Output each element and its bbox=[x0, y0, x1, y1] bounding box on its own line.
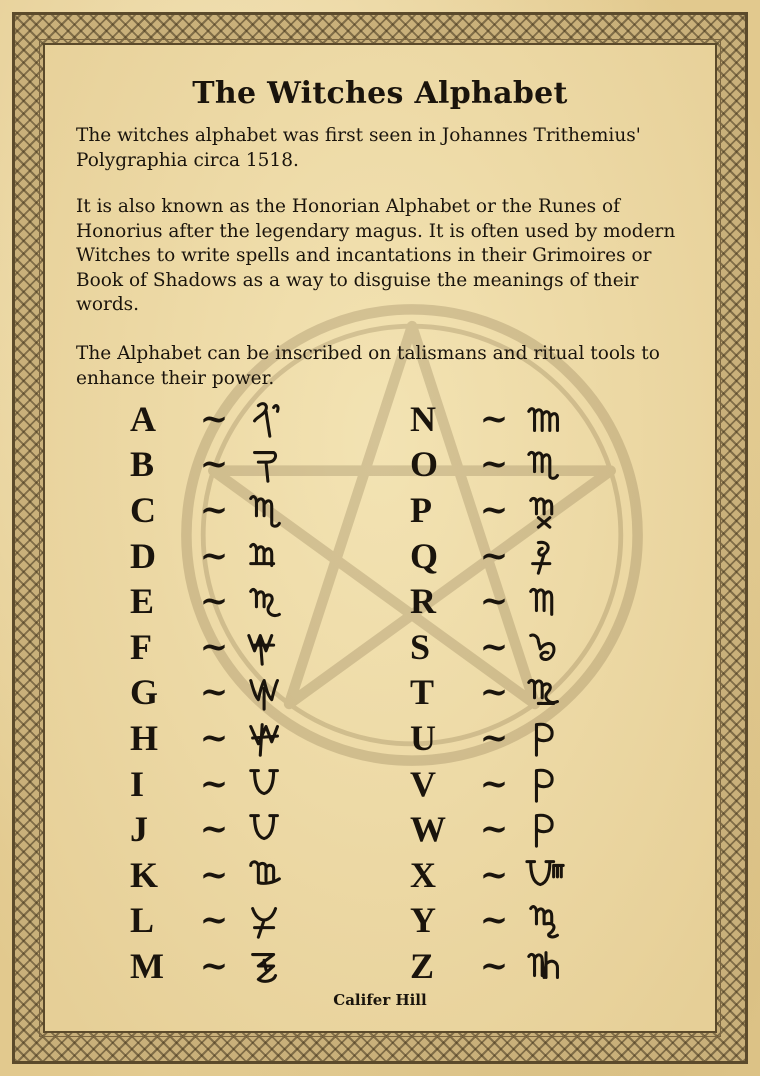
alphabet-row bbox=[130, 806, 370, 852]
theban-script-glyph-icon bbox=[244, 626, 344, 668]
theban-script-glyph-icon bbox=[524, 717, 624, 759]
latin-letter: W bbox=[410, 809, 446, 850]
theban-script-glyph-icon bbox=[524, 443, 624, 485]
latin-letter: I bbox=[130, 763, 145, 804]
alphabet-row bbox=[130, 442, 370, 488]
theban-script-glyph-icon bbox=[524, 945, 624, 987]
tilde-separator: ~ bbox=[479, 672, 509, 713]
latin-letter: T bbox=[410, 672, 435, 713]
tilde-separator: ~ bbox=[479, 535, 509, 576]
intro-paragraph: The witches alphabet was first seen in Johannes Trithemius' Polygraphia circa 1518. bbox=[76, 125, 641, 171]
tilde-separator: ~ bbox=[479, 489, 509, 530]
latin-letter: A bbox=[130, 398, 156, 439]
alphabet-row bbox=[410, 898, 650, 944]
alphabet-row bbox=[410, 533, 650, 579]
theban-script-glyph-icon bbox=[244, 580, 344, 622]
tilde-separator: ~ bbox=[199, 398, 229, 439]
latin-letter: H bbox=[130, 717, 159, 758]
talismans-paragraph: The Alphabet can be inscribed on talismans and ritual tools to enhance their power. bbox=[76, 343, 660, 389]
latin-letter: N bbox=[410, 398, 436, 439]
theban-script-glyph-icon bbox=[524, 626, 624, 668]
tilde-separator: ~ bbox=[479, 854, 509, 895]
alphabet-row bbox=[130, 761, 370, 807]
latin-letter: C bbox=[130, 489, 156, 530]
theban-script-glyph-icon bbox=[244, 398, 344, 440]
alphabet-row bbox=[410, 943, 650, 989]
alphabet-row bbox=[130, 670, 370, 716]
latin-letter: Y bbox=[410, 900, 436, 941]
tilde-separator: ~ bbox=[199, 444, 229, 485]
latin-letter: X bbox=[410, 854, 436, 895]
theban-script-glyph-icon bbox=[524, 398, 624, 440]
tilde-separator: ~ bbox=[199, 672, 229, 713]
tilde-separator: ~ bbox=[479, 581, 509, 622]
theban-script-glyph-icon bbox=[524, 489, 624, 531]
honorian-paragraph: It is also known as the Honorian Alphabet or the Runes of Honorius after the legendary magus. It is often used by modern Witches to write spells and incantations in their Grimoires or Book of Shadows as a way to disguise the meanings of their words. bbox=[76, 196, 676, 316]
alphabet-row bbox=[410, 624, 650, 670]
alphabet-column-right bbox=[410, 396, 650, 989]
alphabet-row bbox=[130, 852, 370, 898]
latin-letter: V bbox=[410, 763, 436, 804]
alphabet-row bbox=[130, 715, 370, 761]
alphabet-row bbox=[130, 578, 370, 624]
alphabet-row bbox=[410, 396, 650, 442]
theban-script-glyph-icon bbox=[244, 489, 344, 531]
alphabet-row bbox=[130, 943, 370, 989]
theban-script-glyph-icon bbox=[244, 854, 344, 896]
latin-letter: E bbox=[130, 581, 155, 622]
alphabet-row bbox=[410, 715, 650, 761]
alphabet-row bbox=[410, 670, 650, 716]
latin-letter: D bbox=[130, 535, 156, 576]
alphabet-row bbox=[410, 578, 650, 624]
tilde-separator: ~ bbox=[479, 900, 509, 941]
alphabet-row bbox=[130, 533, 370, 579]
latin-letter: K bbox=[130, 854, 159, 895]
latin-letter: F bbox=[130, 626, 152, 667]
latin-letter: G bbox=[130, 672, 159, 713]
theban-script-glyph-icon bbox=[244, 535, 344, 577]
tilde-separator: ~ bbox=[479, 763, 509, 804]
alphabet-row bbox=[130, 898, 370, 944]
theban-script-glyph-icon bbox=[244, 945, 344, 987]
tilde-separator: ~ bbox=[479, 809, 509, 850]
alphabet-row bbox=[130, 396, 370, 442]
tilde-separator: ~ bbox=[199, 535, 229, 576]
tilde-separator: ~ bbox=[479, 717, 509, 758]
alphabet-row bbox=[410, 487, 650, 533]
latin-letter: O bbox=[410, 444, 439, 485]
latin-letter: J bbox=[130, 809, 148, 850]
theban-script-glyph-icon bbox=[524, 671, 624, 713]
theban-script-glyph-icon bbox=[244, 763, 344, 805]
tilde-separator: ~ bbox=[479, 945, 509, 986]
tilde-separator: ~ bbox=[199, 763, 229, 804]
theban-script-glyph-icon bbox=[244, 808, 344, 850]
latin-letter: S bbox=[410, 626, 431, 667]
theban-script-glyph-icon bbox=[244, 899, 344, 941]
theban-script-glyph-icon bbox=[244, 671, 344, 713]
tilde-separator: ~ bbox=[199, 900, 229, 941]
tilde-separator: ~ bbox=[199, 809, 229, 850]
latin-letter: Q bbox=[410, 535, 439, 576]
tilde-separator: ~ bbox=[199, 626, 229, 667]
alphabet-row bbox=[410, 806, 650, 852]
alphabet-row bbox=[410, 852, 650, 898]
tilde-separator: ~ bbox=[199, 489, 229, 530]
theban-script-glyph-icon bbox=[524, 854, 624, 896]
theban-script-glyph-icon bbox=[524, 899, 624, 941]
theban-script-glyph-icon bbox=[524, 808, 624, 850]
latin-letter: B bbox=[130, 444, 155, 485]
theban-script-glyph-icon bbox=[524, 763, 624, 805]
page-title: The Witches Alphabet bbox=[192, 76, 568, 111]
tilde-separator: ~ bbox=[479, 398, 509, 439]
theban-script-glyph-icon bbox=[244, 443, 344, 485]
theban-script-glyph-icon bbox=[244, 717, 344, 759]
latin-letter: P bbox=[410, 489, 432, 530]
latin-letter: R bbox=[410, 581, 436, 622]
alphabet-column-left bbox=[130, 396, 370, 989]
alphabet-row bbox=[130, 624, 370, 670]
tilde-separator: ~ bbox=[199, 854, 229, 895]
alphabet-row bbox=[410, 442, 650, 488]
theban-script-glyph-icon bbox=[524, 580, 624, 622]
tilde-separator: ~ bbox=[479, 444, 509, 485]
alphabet-row bbox=[130, 487, 370, 533]
theban-script-glyph-icon bbox=[524, 535, 624, 577]
author-credit: Califer Hill bbox=[333, 991, 427, 1009]
tilde-separator: ~ bbox=[199, 581, 229, 622]
tilde-separator: ~ bbox=[199, 717, 229, 758]
tilde-separator: ~ bbox=[479, 626, 509, 667]
latin-letter: M bbox=[130, 945, 164, 986]
tilde-separator: ~ bbox=[199, 945, 229, 986]
latin-letter: U bbox=[410, 717, 436, 758]
latin-letter: Z bbox=[410, 945, 435, 986]
alphabet-row bbox=[410, 761, 650, 807]
latin-letter: L bbox=[130, 900, 155, 941]
